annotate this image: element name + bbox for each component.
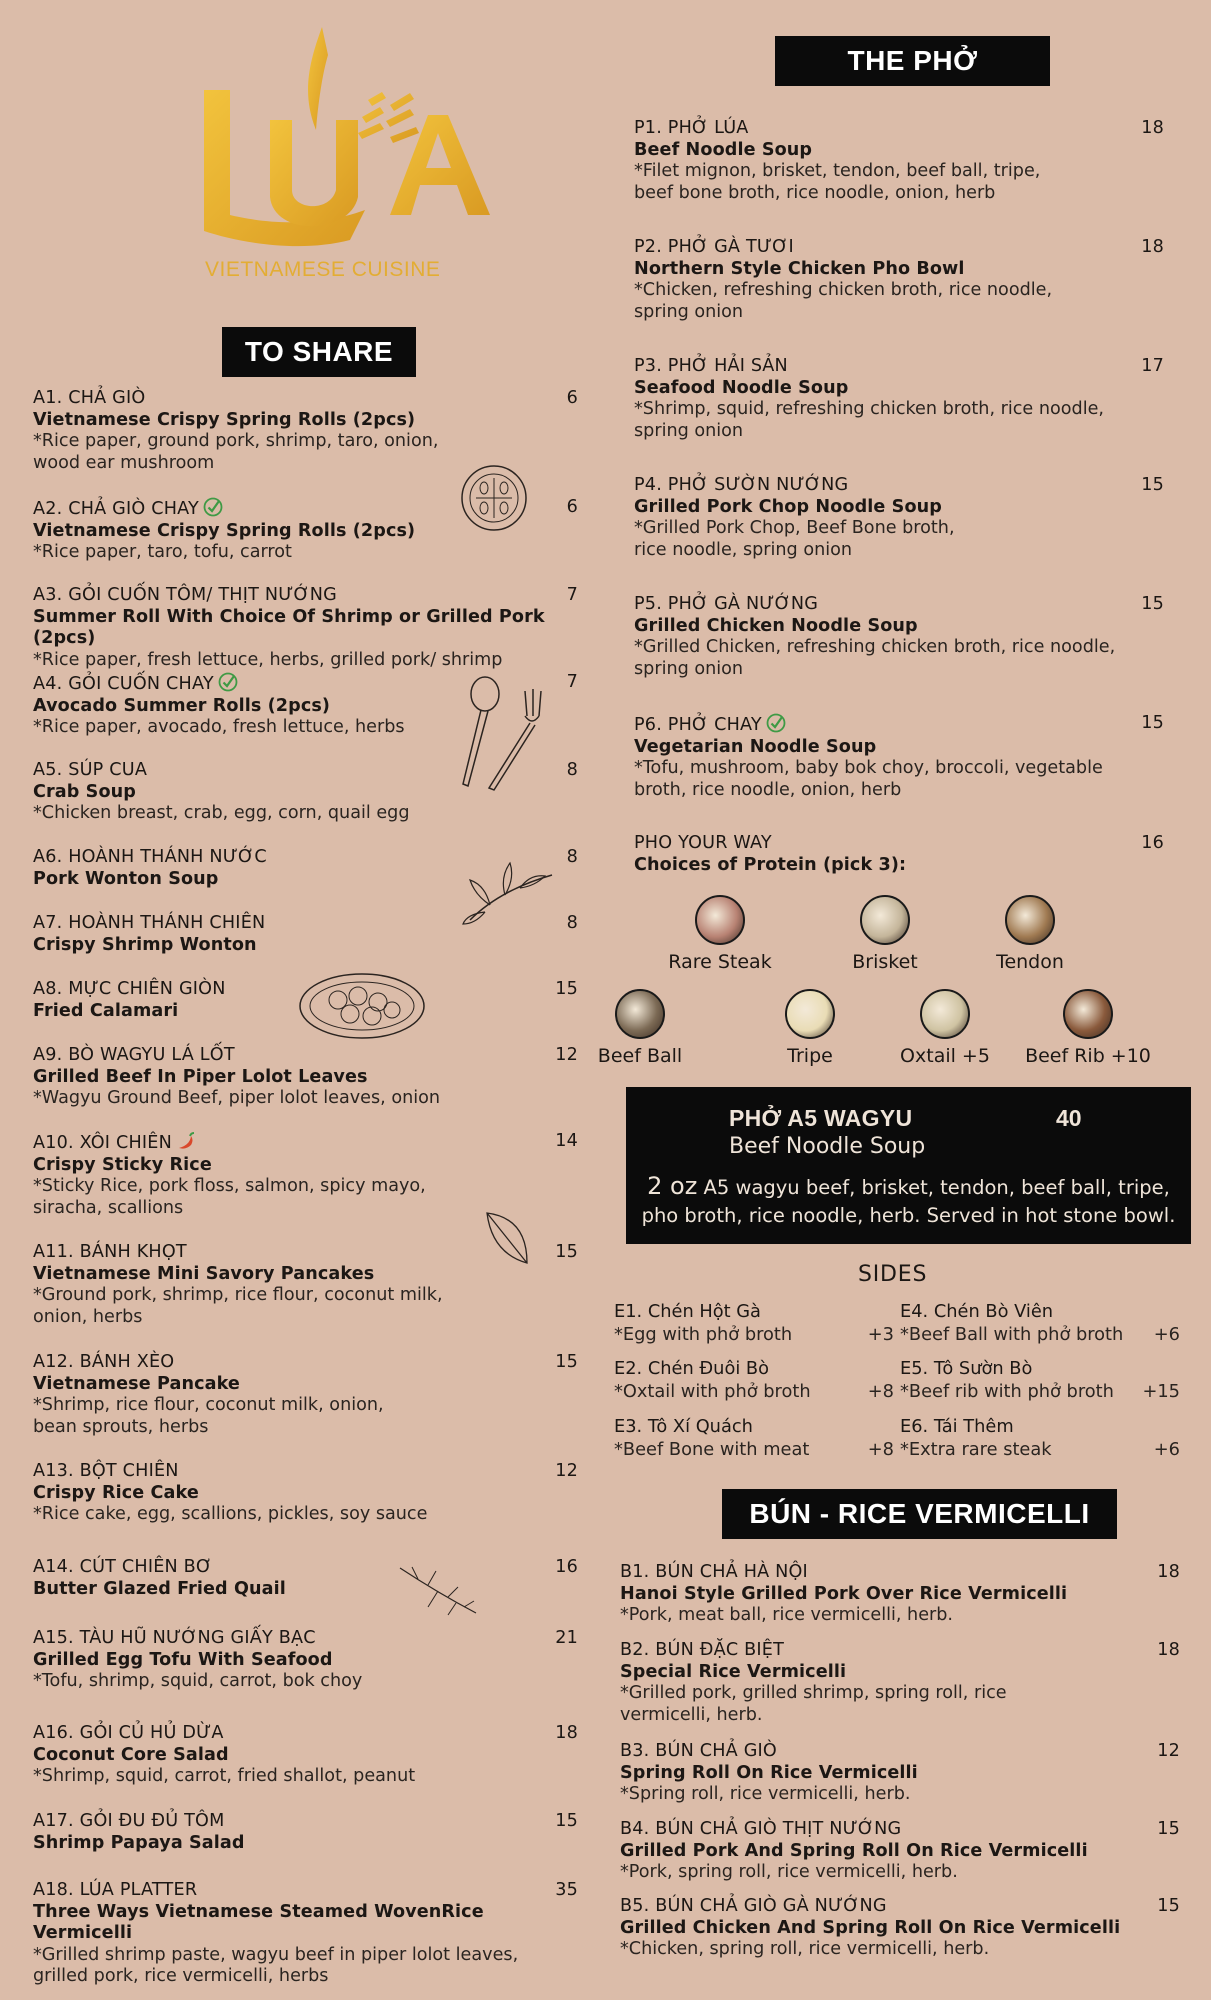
protein-option <box>885 989 1005 1067</box>
item-name: A1. CHẢ GIÒ <box>33 388 146 408</box>
item-name: A2. CHẢ GIÒ CHAY <box>33 499 199 519</box>
item-subtitle: Grilled Pork And Spring Roll On Rice Vermicelli <box>620 1840 1088 1861</box>
leaf-illustration <box>482 1208 532 1268</box>
item-price: 15 <box>1141 713 1164 733</box>
side-price: +3 <box>867 1324 894 1345</box>
item-subtitle: Summer Roll With Choice Of Shrimp or Grilled Pork (2pcs) <box>33 606 545 649</box>
item-name: A15. TÀU HŨ NƯỚNG GIẤY BẠC <box>33 1628 316 1648</box>
wagyu-quantity: 2 oz <box>647 1172 698 1200</box>
item-name: A4. GỎI CUỐN CHAY <box>33 674 214 694</box>
item-description: *Grilled Pork Chop, Beef Bone broth, rice noodle, spring onion <box>634 518 955 560</box>
item-subtitle: Pork Wonton Soup <box>33 868 219 889</box>
calamari-plate-illustration <box>298 970 426 1042</box>
item-name: A16. GỎI CỦ HỦ DỪA <box>33 1723 224 1743</box>
item-name: B1. BÚN CHẢ HÀ NỘI <box>620 1562 808 1582</box>
side-item <box>900 1357 1180 1403</box>
protein-photo <box>1063 989 1113 1039</box>
item-description: *Shrimp, squid, carrot, fried shallot, peanut <box>33 1766 416 1787</box>
item-price: 15 <box>1141 594 1164 614</box>
wagyu-desc-line1: A5 wagyu beef, brisket, tendon, beef ball, tripe, <box>703 1176 1170 1199</box>
pho-item <box>634 713 1164 801</box>
side-item <box>614 1415 894 1461</box>
item-name: B4. BÚN CHẢ GIÒ THỊT NƯỚNG <box>620 1819 902 1839</box>
item-subtitle: Three Ways Vietnamese Steamed WovenRice Vermicelli <box>33 1901 484 1944</box>
item-subtitle: Special Rice Vermicelli <box>620 1661 847 1682</box>
item-subtitle: Choices of Protein (pick 3): <box>634 854 907 875</box>
protein-photo <box>1005 895 1055 945</box>
side-description: *Beef rib with phở broth <box>900 1381 1114 1402</box>
item-price: 6 <box>566 497 578 517</box>
side-item <box>900 1300 1180 1346</box>
protein-photo <box>860 895 910 945</box>
item-subtitle: Grilled Chicken Noodle Soup <box>634 615 918 636</box>
tomato-slice-illustration <box>458 462 530 534</box>
item-subtitle: Grilled Pork Chop Noodle Soup <box>634 496 942 517</box>
section-to-share: TO SHARE <box>222 327 416 377</box>
item-description: *Ground pork, shrimp, rice flour, coconut milk, onion, herbs <box>33 1285 443 1327</box>
side-name: E4. Chén Bò Viên <box>900 1301 1054 1322</box>
item-name: P2. PHỞ GÀ TƯƠI <box>634 237 794 257</box>
item-subtitle: Hanoi Style Grilled Pork Over Rice Vermicelli <box>620 1583 1068 1604</box>
protein-label: Brisket <box>852 951 918 973</box>
item-name: A3. GỎI CUỐN TÔM/ THỊT NƯỚNG <box>33 585 337 605</box>
item-price: 35 <box>555 1880 578 1900</box>
side-price: +6 <box>1153 1324 1180 1345</box>
item-description: *Rice paper, ground pork, shrimp, taro, onion, wood ear mushroom <box>33 431 439 473</box>
protein-photo <box>615 989 665 1039</box>
side-name: E2. Chén Đuôi Bò <box>614 1358 769 1379</box>
item-name: B2. BÚN ĐẶC BIỆT <box>620 1640 785 1660</box>
item-subtitle: Grilled Chicken And Spring Roll On Rice Vermicelli <box>620 1917 1121 1938</box>
item-description: *Grilled shrimp paste, wagyu beef in piper lolot leaves, grilled pork, rice vermicelli, herbs <box>33 1944 519 1987</box>
item-description: *Rice paper, avocado, fresh lettuce, herbs <box>33 717 405 738</box>
item-subtitle: Northern Style Chicken Pho Bowl <box>634 258 965 279</box>
item-name: A6. HOÀNH THÁNH NƯỚC <box>33 847 267 867</box>
item-price: 15 <box>1157 1896 1180 1916</box>
wagyu-desc-line2: pho broth, rice noodle, herb. Served in hot stone bowl. <box>641 1204 1176 1227</box>
side-description: *Egg with phở broth <box>614 1324 793 1345</box>
item-description: *Filet mignon, brisket, tendon, beef ball, tripe, beef bone broth, rice noodle, onion, herb <box>634 161 1041 203</box>
item-price: 16 <box>555 1557 578 1577</box>
item-price: 15 <box>555 1242 578 1262</box>
item-price: 17 <box>1141 356 1164 376</box>
protein-label: Beef Rib +10 <box>1025 1045 1151 1067</box>
wagyu-description <box>626 1172 1191 1230</box>
protein-label: Beef Ball <box>597 1045 683 1067</box>
side-description: *Oxtail with phở broth <box>614 1381 811 1402</box>
wagyu-price: 40 <box>1056 1105 1082 1131</box>
protein-label: Tripe <box>787 1045 833 1067</box>
herb-sprig-illustration <box>460 850 555 930</box>
pho-item <box>634 237 1164 323</box>
protein-option <box>660 895 780 973</box>
to_share-item <box>33 1811 578 1854</box>
side-item <box>900 1415 1180 1461</box>
item-description: *Chicken breast, crab, egg, corn, quail egg <box>33 803 410 824</box>
item-description: *Chicken, refreshing chicken broth, rice noodle, spring onion <box>634 280 1053 322</box>
item-price: 18 <box>555 1723 578 1743</box>
wagyu-subtitle: Beef Noodle Soup <box>729 1134 926 1159</box>
item-subtitle: Butter Glazed Fried Quail <box>33 1578 286 1599</box>
item-subtitle: Shrimp Papaya Salad <box>33 1832 245 1853</box>
to_share-item <box>33 1352 578 1438</box>
item-price: 15 <box>1141 475 1164 495</box>
side-description: *Beef Bone with meat <box>614 1439 810 1460</box>
pho-item <box>634 356 1164 442</box>
item-price: 7 <box>566 672 578 692</box>
side-description: *Extra rare steak <box>900 1439 1052 1460</box>
pho-item <box>634 594 1164 680</box>
item-subtitle: Vietnamese Crispy Spring Rolls (2pcs) <box>33 520 416 541</box>
item-name: A18. LÚA PLATTER <box>33 1880 198 1900</box>
wagyu-feature-box <box>626 1087 1191 1244</box>
to_share-item <box>33 1045 578 1110</box>
item-name: A12. BÁNH XÈO <box>33 1352 175 1372</box>
vegetarian-icon <box>203 497 223 517</box>
protein-label: Oxtail +5 <box>900 1045 990 1067</box>
to_share-item <box>33 1131 578 1219</box>
side-name: E1. Chén Hột Gà <box>614 1301 761 1322</box>
pho-item <box>634 118 1164 204</box>
to_share-item <box>33 1723 578 1788</box>
item-description: *Shrimp, squid, refreshing chicken broth, rice noodle, spring onion <box>634 399 1104 441</box>
item-price: 18 <box>1157 1640 1180 1660</box>
to_share-item <box>33 1461 578 1526</box>
item-name: A5. SÚP CUA <box>33 760 148 780</box>
item-subtitle: Grilled Beef In Piper Lolot Leaves <box>33 1066 368 1087</box>
item-name: P1. PHỞ LÚA <box>634 118 749 138</box>
item-subtitle: Crispy Shrimp Wonton <box>33 934 257 955</box>
item-subtitle: Grilled Egg Tofu With Seafood <box>33 1649 333 1670</box>
lua-logo <box>190 25 510 295</box>
item-price: 6 <box>566 388 578 408</box>
side-price: +8 <box>867 1439 894 1460</box>
protein-option <box>1023 989 1153 1067</box>
item-description: *Tofu, mushroom, baby bok choy, broccoli, vegetable broth, rice noodle, onion, herb <box>634 758 1103 800</box>
item-price: 18 <box>1141 237 1164 257</box>
item-description: *Rice paper, taro, tofu, carrot <box>33 542 292 563</box>
item-price: 12 <box>555 1045 578 1065</box>
pho-item <box>634 833 1164 876</box>
item-name: P6. PHỞ CHAY <box>634 715 762 735</box>
bun-item <box>620 1896 1180 1961</box>
side-price: +8 <box>867 1381 894 1402</box>
item-description: *Pork, spring roll, rice vermicelli, herb. <box>620 1862 958 1883</box>
item-name: A8. MỰC CHIÊN GIÒN <box>33 979 226 999</box>
item-description: *Grilled pork, grilled shrimp, spring roll, rice vermicelli, herb. <box>620 1683 1007 1725</box>
protein-photo <box>785 989 835 1039</box>
item-price: 14 <box>555 1131 578 1151</box>
item-price: 8 <box>566 760 578 780</box>
side-name: E6. Tái Thêm <box>900 1416 1014 1437</box>
item-name: A10. XÔI CHIÊN <box>33 1133 172 1153</box>
item-price: 18 <box>1157 1562 1180 1582</box>
item-description: *Sticky Rice, pork floss, salmon, spicy mayo, siracha, scallions <box>33 1176 426 1218</box>
item-description: *Grilled Chicken, refreshing chicken broth, rice noodle, spring onion <box>634 637 1116 679</box>
item-subtitle: Fried Calamari <box>33 1000 179 1021</box>
item-price: 12 <box>555 1461 578 1481</box>
item-description: *Wagyu Ground Beef, piper lolot leaves, onion <box>33 1088 441 1109</box>
side-item <box>614 1300 894 1346</box>
item-name: A9. BÒ WAGYU LÁ LỐT <box>33 1045 235 1065</box>
item-subtitle: Coconut Core Salad <box>33 1744 229 1765</box>
to_share-item <box>33 1880 578 1988</box>
item-description: *Rice cake, egg, scallions, pickles, soy sauce <box>33 1504 428 1525</box>
item-name: P5. PHỞ GÀ NƯỚNG <box>634 594 819 614</box>
side-description: *Beef Ball with phở broth <box>900 1324 1124 1345</box>
item-description: *Tofu, shrimp, squid, carrot, bok choy <box>33 1671 363 1692</box>
protein-label: Rare Steak <box>668 951 772 973</box>
protein-photo <box>695 895 745 945</box>
item-name: A13. BỘT CHIÊN <box>33 1461 179 1481</box>
protein-option <box>590 989 690 1067</box>
bun-item <box>620 1640 1180 1726</box>
item-price: 18 <box>1141 118 1164 138</box>
item-name: A14. CÚT CHIÊN BƠ <box>33 1557 213 1577</box>
item-price: 8 <box>566 847 578 867</box>
side-price: +15 <box>1142 1381 1180 1402</box>
spoon-fork-illustration <box>455 676 555 791</box>
bun-item <box>620 1819 1180 1884</box>
protein-option <box>975 895 1085 973</box>
item-price: 15 <box>1157 1819 1180 1839</box>
item-name: B5. BÚN CHẢ GIÒ GÀ NƯỚNG <box>620 1896 887 1916</box>
side-price: +6 <box>1153 1439 1180 1460</box>
item-price: 12 <box>1157 1741 1180 1761</box>
side-item <box>614 1357 894 1403</box>
pho-item <box>634 475 1164 561</box>
protein-option <box>840 895 930 973</box>
to_share-item <box>33 1557 578 1600</box>
item-description: *Spring roll, rice vermicelli, herb. <box>620 1784 911 1805</box>
item-description: *Shrimp, rice flour, coconut milk, onion, bean sprouts, herbs <box>33 1395 384 1437</box>
vegetarian-icon <box>766 713 786 733</box>
logo-subtitle: VIETNAMESE CUISINE <box>205 258 441 281</box>
side-name: E5. Tô Sườn Bò <box>900 1358 1033 1379</box>
item-subtitle: Beef Noodle Soup <box>634 139 813 160</box>
wagyu-title: PHỞ A5 WAGYU <box>729 1105 913 1131</box>
item-price: 15 <box>555 1352 578 1372</box>
item-subtitle: Avocado Summer Rolls (2pcs) <box>33 695 331 716</box>
item-subtitle: Vietnamese Pancake <box>33 1373 240 1394</box>
item-subtitle: Crispy Sticky Rice <box>33 1154 212 1175</box>
item-description: *Rice paper, fresh lettuce, herbs, grilled pork/ shrimp <box>33 649 503 670</box>
item-name: A7. HOÀNH THÁNH CHIÊN <box>33 913 266 933</box>
dill-sprig-illustration <box>398 1563 478 1618</box>
bun-item <box>620 1562 1180 1627</box>
vegetarian-icon <box>218 672 238 692</box>
item-price: 15 <box>555 979 578 999</box>
protein-option <box>765 989 855 1067</box>
protein-photo <box>920 989 970 1039</box>
side-name: E3. Tô Xí Quách <box>614 1416 753 1437</box>
item-description: *Pork, meat ball, rice vermicelli, herb. <box>620 1605 954 1626</box>
item-subtitle: Spring Roll On Rice Vermicelli <box>620 1762 918 1783</box>
item-price: 8 <box>566 913 578 933</box>
to_share-item <box>33 1628 578 1693</box>
item-name: A17. GỎI ĐU ĐỦ TÔM <box>33 1811 225 1831</box>
protein-label: Tendon <box>996 951 1064 973</box>
item-price: 16 <box>1141 833 1164 853</box>
item-subtitle: Crispy Rice Cake <box>33 1482 199 1503</box>
item-subtitle: Vietnamese Mini Savory Pancakes <box>33 1263 375 1284</box>
sides-heading: SIDES <box>858 1262 928 1287</box>
item-price: 21 <box>555 1628 578 1648</box>
item-name: A11. BÁNH KHỌT <box>33 1242 187 1262</box>
item-name: P4. PHỞ SƯỜN NƯỚNG <box>634 475 849 495</box>
item-name: PHO YOUR WAY <box>634 833 772 853</box>
item-name: P3. PHỞ HẢI SẢN <box>634 356 788 376</box>
item-description: *Chicken, spring roll, rice vermicelli, herb. <box>620 1939 990 1960</box>
item-subtitle: Vietnamese Crispy Spring Rolls (2pcs) <box>33 409 416 430</box>
item-subtitle: Crab Soup <box>33 781 136 802</box>
to_share-item <box>33 585 578 671</box>
item-subtitle: Seafood Noodle Soup <box>634 377 849 398</box>
item-subtitle: Vegetarian Noodle Soup <box>634 736 877 757</box>
item-name: B3. BÚN CHẢ GIÒ <box>620 1741 777 1761</box>
section-bun: BÚN - RICE VERMICELLI <box>722 1489 1117 1539</box>
item-price: 15 <box>555 1811 578 1831</box>
section-pho: THE PHỞ <box>775 36 1050 86</box>
item-price: 7 <box>566 585 578 605</box>
bun-item <box>620 1741 1180 1806</box>
chili-icon <box>176 1131 196 1151</box>
